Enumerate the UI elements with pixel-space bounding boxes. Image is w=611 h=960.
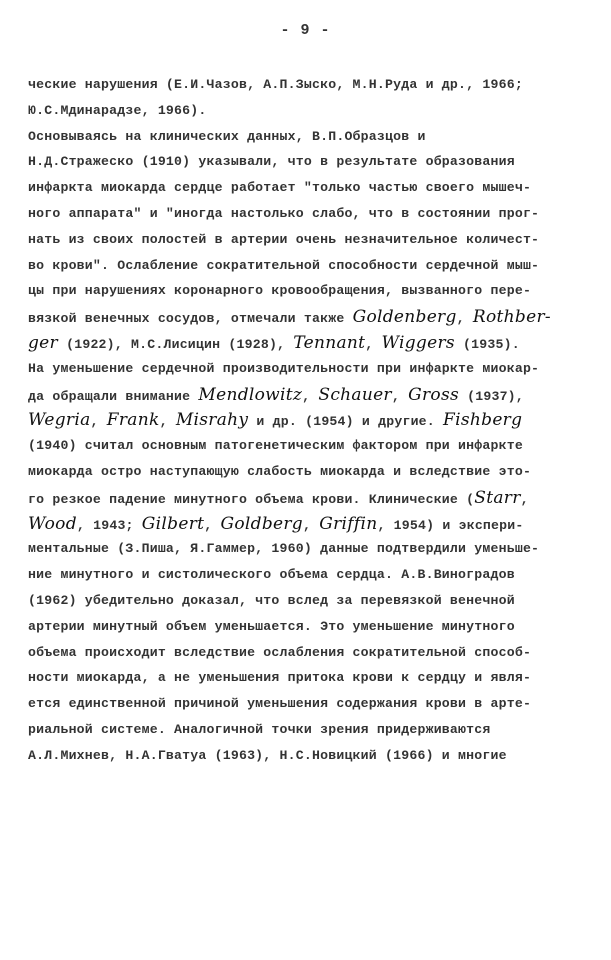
typed-text: , [159, 414, 176, 430]
typed-text: (1922), М.С.Лисицин (1928), [57, 337, 294, 352]
handwritten-name: Fishberg [443, 410, 523, 431]
text-line [28, 459, 531, 485]
handwritten-name: Gilbert [141, 513, 205, 534]
typed-text: во крови". Ослабление сократительной способности сердечной мыш- [28, 257, 540, 273]
typed-text: Ю.С.Мдинарадзе, 1966). [28, 102, 207, 118]
typed-text: объема происходит вследствие ослабления сократительной способ- [28, 644, 532, 660]
handwritten-name: Rothber- [472, 307, 551, 328]
handwritten-name: Wood [28, 513, 77, 534]
typed-text: (1940) считал основным патогенетическим фактором при инфаркте [28, 438, 523, 454]
typed-text: артерии минутный объем уменьшается. Это уменьшение минутного [28, 618, 515, 634]
text-line [28, 149, 515, 175]
typed-text: ного аппарата" и "иногда настолько слабо, что в состоянии прог- [28, 206, 540, 221]
handwritten-name: Mendlowitz [198, 384, 303, 405]
typed-text: нать из своих полостей в артерии очень незначительное количест- [28, 231, 540, 247]
typed-text: , 1943; [76, 517, 142, 533]
handwritten-name: Goldenberg [352, 307, 457, 328]
handwritten-name: ger [28, 333, 58, 353]
text-line [28, 407, 522, 433]
text-line [28, 433, 523, 459]
typed-text: цы при нарушениях коронарного кровообращения, вызванного пере- [28, 283, 532, 299]
text-line [28, 382, 524, 408]
typed-text: миокарда остро наступающую слабость миокарда и вследствие это- [28, 464, 532, 479]
text-line [28, 511, 524, 537]
typed-text: , [303, 517, 320, 533]
typed-text: Н.Д.Стражеско (1910) указывали, что в результате образования [28, 154, 515, 170]
typed-text: (1935). [454, 337, 520, 352]
text-line [28, 691, 531, 717]
text-line [28, 304, 551, 330]
handwritten-name: Wegria [28, 410, 91, 431]
typed-text: го резкое падение минутного объема крови. Клинические ( [28, 491, 475, 507]
typed-text: ментальные (З.Пиша, Я.Гаммер, 1960) данные подтвердили уменьше- [28, 541, 540, 557]
typed-text: , [365, 337, 382, 352]
typed-text: , 1954) и экспери- [377, 517, 524, 533]
handwritten-name: Frank [106, 410, 160, 431]
text-line [28, 356, 539, 382]
typed-text: ние минутного и систолического объема сердца. А.В.Виноградов [28, 567, 515, 583]
typed-text: инфаркта миокарда сердце работает "только частью своего мышеч- [28, 180, 532, 196]
typed-text: ческие нарушения (Е.И.Чазов, А.П.Зыско, М.Н.Руда и др., 1966; [28, 77, 523, 92]
typed-text: , [204, 517, 221, 533]
typed-text: , [302, 388, 319, 404]
handwritten-name: Schauer [318, 384, 392, 405]
text-line [28, 124, 426, 150]
typed-text: (1937), [459, 388, 524, 404]
text-line [28, 717, 491, 743]
typed-text: А.Л.Михнев, Н.А.Гватуа (1963), Н.С.Новицкий (1966) и многие [28, 747, 507, 763]
typed-text: ется единственной причиной уменьшения содержания крови в арте- [28, 696, 532, 712]
typed-text: и др. (1954) и другие. [248, 414, 444, 430]
handwritten-name: Starr [474, 487, 521, 508]
typed-text: , [456, 311, 473, 327]
page-number: - 9 - [280, 22, 331, 39]
handwritten-name: Goldberg [220, 513, 303, 534]
typed-text: риальной системе. Аналогичной точки зрения придерживаются [28, 722, 491, 737]
handwritten-name: Griffin [319, 513, 378, 534]
typed-text: ности миокарда, а не уменьшения притока крови к сердцу и явля- [28, 670, 532, 686]
text-line [28, 98, 207, 124]
text-line [28, 743, 507, 769]
typed-text: , [90, 414, 107, 430]
handwritten-name: Wiggers [381, 333, 455, 353]
text-line [28, 536, 539, 562]
text-line [28, 253, 539, 279]
typed-text: вязкой венечных сосудов, отмечали также [28, 311, 353, 327]
typed-text: да обращали внимание [28, 388, 199, 404]
text-line [28, 640, 531, 666]
text-line [28, 227, 539, 253]
handwritten-name: Tennant [293, 333, 366, 353]
text-line [28, 201, 539, 227]
text-line [28, 72, 523, 98]
text-line [28, 562, 515, 588]
text-line [28, 175, 531, 201]
text-line [28, 614, 515, 640]
typed-text: На уменьшение сердечной производительности при инфаркте миокар- [28, 360, 540, 376]
text-line [28, 665, 531, 691]
text-line [28, 278, 531, 304]
text-line [28, 485, 529, 511]
text-line [28, 330, 520, 356]
handwritten-name: Gross [408, 384, 459, 405]
typed-text: , [520, 491, 529, 507]
typed-text: , [391, 388, 409, 404]
handwritten-name: Misrahy [175, 410, 249, 431]
typed-text: Основываясь на клинических данных, В.П.Образцов и [28, 128, 426, 144]
typed-text: (1962) убедительно доказал, что вслед за перевязкой венечной [28, 593, 515, 608]
text-line [28, 588, 515, 614]
